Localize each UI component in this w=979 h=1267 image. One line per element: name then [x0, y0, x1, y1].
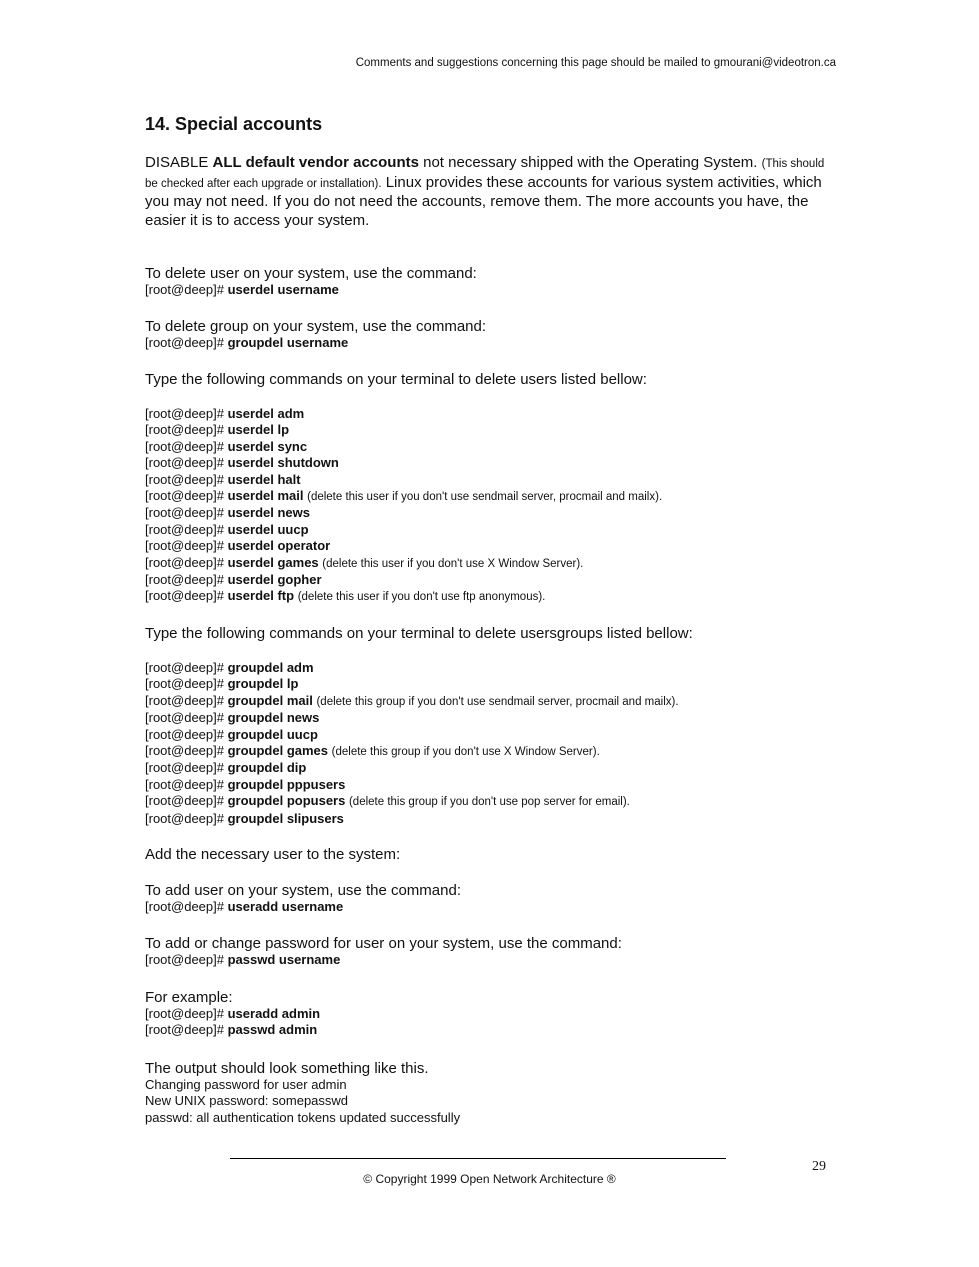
command: userdel uucp	[227, 521, 309, 537]
command-line	[145, 522, 845, 538]
example-section	[145, 989, 845, 1039]
group-commands-list	[145, 660, 845, 827]
user-commands-list	[145, 406, 845, 606]
command-line	[145, 693, 845, 710]
command: passwd username	[227, 952, 341, 967]
prompt: [root@deep]#	[145, 743, 224, 759]
groups-intro-text: Type the following commands on your terminal to delete usersgroups listed bellow:	[145, 625, 693, 642]
command: groupdel username	[227, 335, 349, 350]
command-line	[145, 1006, 845, 1022]
prompt: [root@deep]#	[145, 505, 224, 521]
intro-small-note: (This should be checked after each upgrade or installation).	[145, 158, 825, 190]
command-line	[145, 899, 845, 915]
delete-group-section	[145, 318, 845, 351]
command-note: (delete this group if you don't use sendmail server, procmail and mailx).	[316, 695, 679, 708]
command-line	[145, 952, 845, 968]
prompt: [root@deep]#	[145, 438, 224, 454]
command: userdel ftp	[227, 588, 295, 604]
output-intro: The output should look something like this.	[145, 1060, 429, 1077]
add-intro	[145, 846, 845, 863]
command: useradd admin	[227, 1006, 321, 1021]
output-line: passwd: all authentication tokens updated successfully	[145, 1109, 461, 1125]
command: userdel shutdown	[227, 455, 339, 471]
output-section	[145, 1060, 845, 1126]
command-line	[145, 455, 845, 471]
command-note: (delete this user if you don't use ftp anonymous).	[297, 591, 546, 604]
command-note: (delete this group if you don't use pop server for email).	[348, 796, 630, 809]
intro-bold: ALL default vendor accounts	[212, 154, 419, 171]
command: groupdel uucp	[227, 726, 318, 742]
command: groupdel lp	[227, 676, 299, 692]
command-line	[145, 282, 845, 298]
prompt: [root@deep]#	[145, 776, 224, 792]
prompt: [root@deep]#	[145, 793, 224, 809]
users-intro-text: Type the following commands on your terminal to delete users listed bellow:	[145, 371, 647, 388]
command-note: (delete this user if you don't use X Window Server).	[322, 557, 584, 570]
command: userdel sync	[227, 438, 308, 454]
change-password-text: To add or change password for user on your system, use the command:	[145, 935, 622, 952]
prompt: [root@deep]#	[145, 282, 224, 297]
intro-text-3: Linux provides these accounts for various system activities, which you may not need. If you do not need the accounts, remove them. The more accounts you have, the easier it is to access your system.	[145, 173, 822, 229]
prompt: [root@deep]#	[145, 760, 224, 776]
intro-text-2: not necessary shipped with the Operating System.	[418, 154, 762, 171]
groups-intro	[145, 625, 845, 642]
command: userdel games	[227, 554, 319, 570]
command: groupdel games	[227, 743, 329, 759]
users-intro	[145, 371, 845, 388]
footer-divider	[230, 1158, 726, 1159]
command-line	[145, 660, 845, 676]
copyright: © Copyright 1999 Open Network Architecture ®	[363, 1172, 616, 1186]
prompt: [root@deep]#	[145, 422, 224, 438]
command: userdel username	[227, 282, 339, 297]
prompt: [root@deep]#	[145, 572, 224, 588]
add-user-text: To add user on your system, use the command:	[145, 882, 461, 899]
command: groupdel popusers	[227, 793, 346, 809]
intro-text-1: DISABLE	[145, 154, 213, 171]
add-user-section	[145, 882, 845, 915]
prompt: [root@deep]#	[145, 726, 224, 742]
command-line	[145, 588, 845, 605]
command-line	[145, 555, 845, 572]
command-line	[145, 727, 845, 743]
prompt: [root@deep]#	[145, 692, 224, 708]
command-line	[145, 743, 845, 760]
command: groupdel adm	[227, 660, 314, 675]
prompt: [root@deep]#	[145, 660, 224, 675]
prompt: [root@deep]#	[145, 488, 224, 504]
command: useradd username	[227, 899, 344, 914]
prompt: [root@deep]#	[145, 588, 224, 604]
delete-group-text: To delete group on your system, use the command:	[145, 318, 487, 335]
add-intro-text: Add the necessary user to the system:	[145, 846, 401, 863]
prompt: [root@deep]#	[145, 521, 224, 537]
command: userdel news	[227, 505, 310, 521]
command: groupdel mail	[227, 692, 313, 708]
prompt: [root@deep]#	[145, 455, 224, 471]
command-line	[145, 760, 845, 776]
command: userdel mail	[227, 488, 304, 504]
command-line	[145, 710, 845, 726]
command-line	[145, 538, 845, 554]
command: userdel adm	[227, 406, 305, 421]
delete-user-text: To delete user on your system, use the command:	[145, 265, 477, 282]
page-header: Comments and suggestions concerning this page should be mailed to gmourani@videotron.ca	[355, 57, 836, 69]
command-line	[145, 472, 845, 488]
command: userdel halt	[227, 471, 301, 487]
command: passwd admin	[227, 1022, 318, 1038]
example-text: For example:	[145, 989, 233, 1006]
command-line	[145, 572, 845, 588]
command-note: (delete this user if you don't use sendmail server, procmail and mailx).	[307, 491, 663, 504]
output-line: New UNIX password: somepasswd	[145, 1093, 349, 1109]
command-line	[145, 1022, 845, 1038]
command-line	[145, 335, 845, 351]
command-line	[145, 777, 845, 793]
command: groupdel news	[227, 710, 320, 726]
intro-paragraph	[145, 154, 835, 230]
prompt: [root@deep]#	[145, 335, 224, 350]
command-line	[145, 439, 845, 455]
prompt: [root@deep]#	[145, 952, 224, 967]
command-line	[145, 505, 845, 521]
output-line: Changing password for user admin	[145, 1077, 347, 1092]
prompt: [root@deep]#	[145, 676, 224, 692]
command-line	[145, 422, 845, 438]
command-note: (delete this group if you don't use X Window Server).	[331, 746, 600, 759]
command: groupdel dip	[227, 760, 307, 776]
command-line	[145, 488, 845, 505]
prompt: [root@deep]#	[145, 710, 224, 726]
change-password-section	[145, 935, 845, 968]
command: userdel gopher	[227, 572, 322, 588]
command: userdel lp	[227, 422, 290, 438]
prompt: [root@deep]#	[145, 406, 224, 421]
prompt: [root@deep]#	[145, 554, 224, 570]
command-line	[145, 811, 845, 827]
prompt: [root@deep]#	[145, 471, 224, 487]
command-line	[145, 406, 845, 422]
section-title: 14. Special accounts	[145, 114, 323, 134]
command-line	[145, 793, 845, 810]
prompt: [root@deep]#	[145, 899, 224, 914]
command-line	[145, 676, 845, 692]
prompt: [root@deep]#	[145, 1022, 224, 1038]
page-number: 29	[812, 1159, 826, 1174]
command: groupdel slipusers	[227, 810, 344, 826]
prompt: [root@deep]#	[145, 1006, 224, 1021]
command: groupdel pppusers	[227, 776, 346, 792]
prompt: [root@deep]#	[145, 538, 224, 554]
prompt: [root@deep]#	[145, 810, 224, 826]
delete-user-section	[145, 265, 845, 298]
command: userdel operator	[227, 538, 331, 554]
